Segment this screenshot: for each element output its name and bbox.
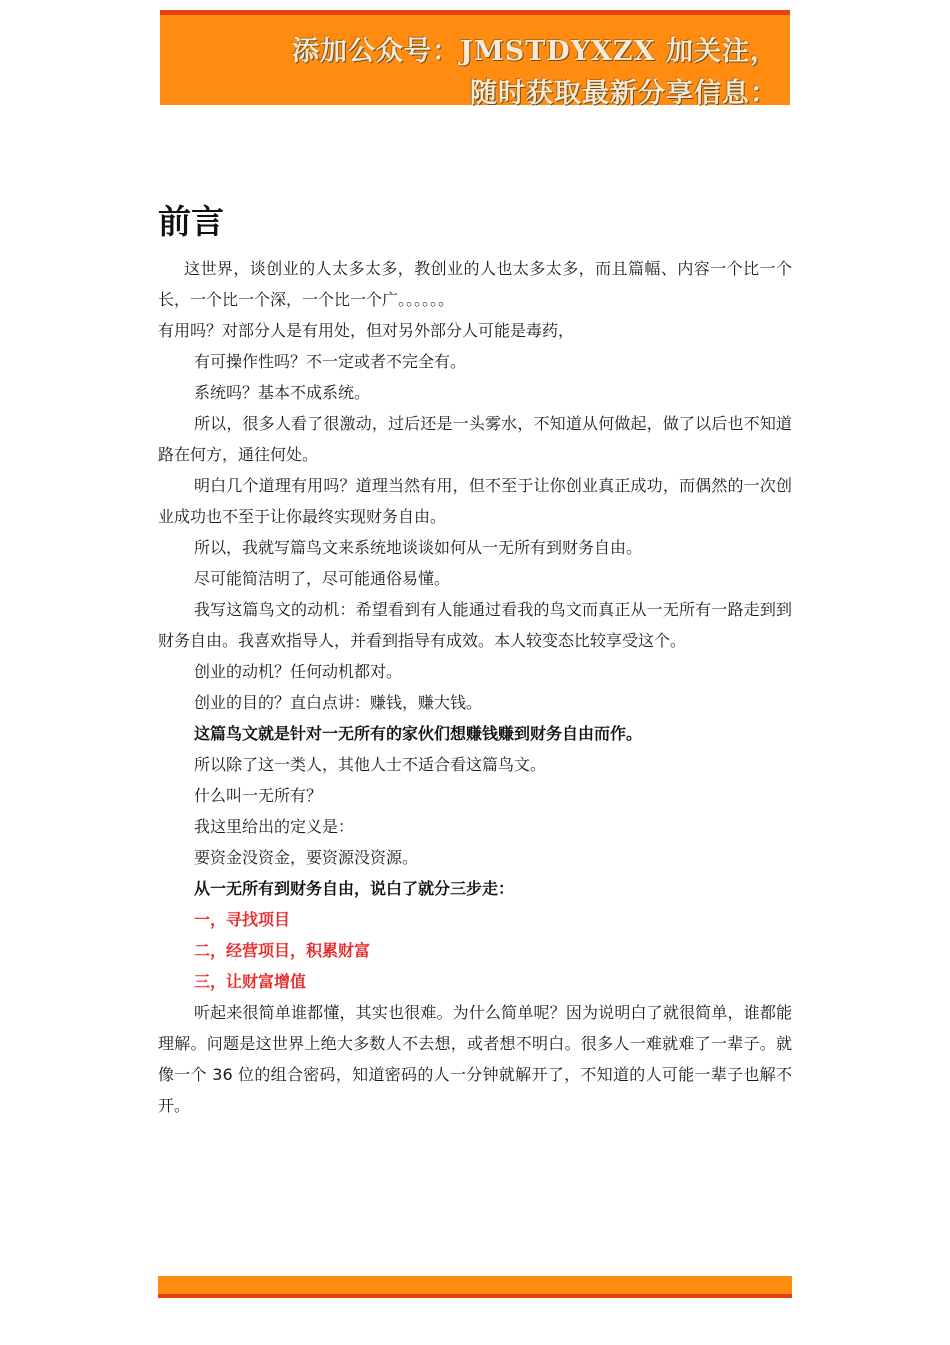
paragraph: 什么叫一无所有？: [194, 786, 323, 805]
paragraph: 听起来很简单谁都懂，其实也很难。为什么简单呢？因为说明白了就很简单，谁都能理解。问题是这世界上绝大多数人不去想，或者想不明白。很多人一难就难了一辈子。就像一个 36 位的组合密码，知道密码的人一分钟就解开了，不知道的人可能一辈子也解不开。: [158, 1003, 792, 1115]
paragraph: 创业的动机？任何动机都对。: [194, 662, 403, 681]
step-item: 二，经营项目，积累财富: [194, 941, 371, 960]
paragraph: 要资金没资金，要资源没资源。: [194, 848, 419, 867]
paragraph: 有用吗？对部分人是有用处，但对另外部分人可能是毒药，: [158, 321, 575, 340]
paragraph: 我这里给出的定义是：: [194, 817, 355, 836]
paragraph: 有可操作性吗？不一定或者不完全有。: [194, 352, 467, 371]
header-banner: [160, 10, 790, 109]
paragraph: 所以，我就写篇鸟文来系统地谈谈如何从一无所有到财务自由。: [194, 538, 643, 557]
paragraph: 尽可能简洁明了，尽可能通俗易懂。: [194, 569, 451, 588]
footer-bar: [158, 1276, 792, 1298]
paragraph: 所以除了这一类人，其他人士不适合看这篇鸟文。: [194, 755, 547, 774]
bold-paragraph: 从一无所有到财务自由，说白了就分三步走：: [194, 879, 515, 898]
paragraph: 所以，很多人看了很激动，过后还是一头雾水，不知道从何做起，做了以后也不知道路在何方，通往何处。: [158, 414, 792, 464]
banner-line-2: 随时获取最新分享信息：: [470, 78, 778, 109]
paragraph: 系统吗？基本不成系统。: [194, 383, 371, 402]
paragraph: 创业的目的？直白点讲：赚钱，赚大钱。: [194, 693, 483, 712]
step-item: 三，让财富增值: [194, 972, 307, 991]
document-body: [158, 253, 792, 1121]
paragraph: 这世界，谈创业的人太多太多，教创业的人也太多太多，而且篇幅、内容一个比一个长，一个比一个深，一个比一个广。。。。。。: [158, 259, 792, 309]
paragraph: 明白几个道理有用吗？道理当然有用，但不至于让你创业真正成功，而偶然的一次创业成功也不至于让你最终实现财务自由。: [158, 476, 792, 526]
banner-line-1: 添加公众号：JMSTDYXZX 加关注，: [292, 36, 778, 67]
paragraph: 我写这篇鸟文的动机：希望看到有人能通过看我的鸟文而真正从一无所有一路走到到财务自由。我喜欢指导人，并看到指导有成效。本人较变态比较享受这个。: [158, 600, 792, 650]
bold-paragraph: 这篇鸟文就是针对一无所有的家伙们想赚钱赚到财务自由而作。: [194, 724, 643, 743]
page-title: 前言: [158, 202, 224, 241]
step-item: 一，寻找项目: [194, 910, 291, 929]
